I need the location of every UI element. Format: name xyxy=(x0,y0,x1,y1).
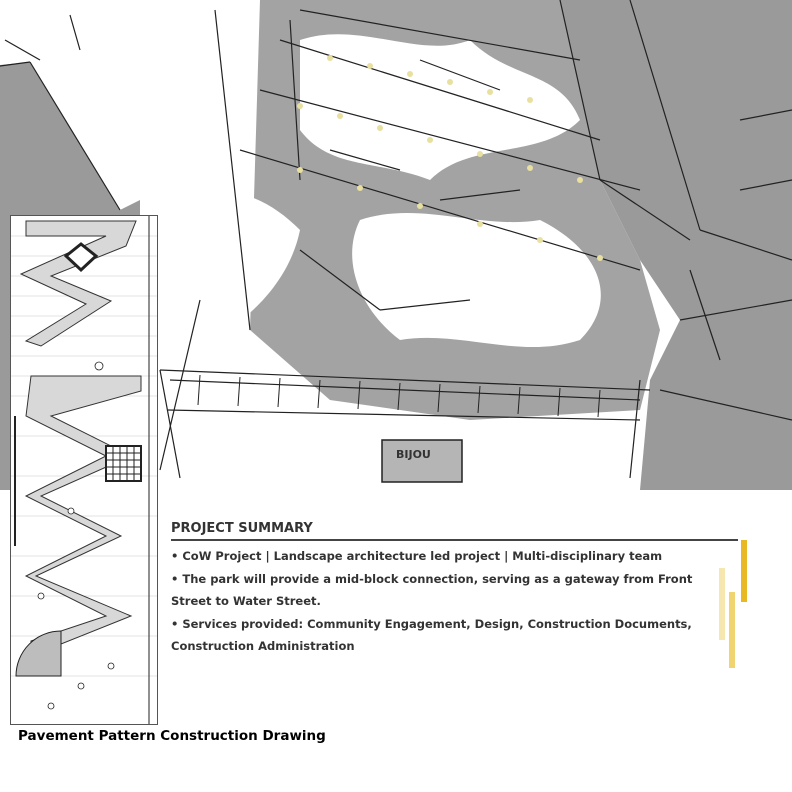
summary-item: • Services provided: Community Engagement, Design, Construction Documents, Construction Administration xyxy=(171,616,692,653)
accent-bar xyxy=(741,540,747,602)
summary-item: • CoW Project | Landscape architecture led project | Multi-disciplinary team xyxy=(171,549,663,563)
bijou-sign xyxy=(382,440,462,482)
summary-title: PROJECT SUMMARY xyxy=(171,521,738,541)
accent-bar xyxy=(729,592,735,668)
summary-list xyxy=(171,545,747,658)
pavement-plan-drawing xyxy=(10,215,158,725)
summary-item: • The park will provide a mid-block connection, serving as a gateway from Front Street to Water Street. xyxy=(171,571,693,608)
bijou-sign-text: BIJOU xyxy=(396,448,431,461)
project-summary xyxy=(171,521,747,658)
accent-bars xyxy=(715,540,755,670)
accent-bar xyxy=(719,568,725,640)
plan-caption: Pavement Pattern Construction Drawing xyxy=(18,728,326,744)
